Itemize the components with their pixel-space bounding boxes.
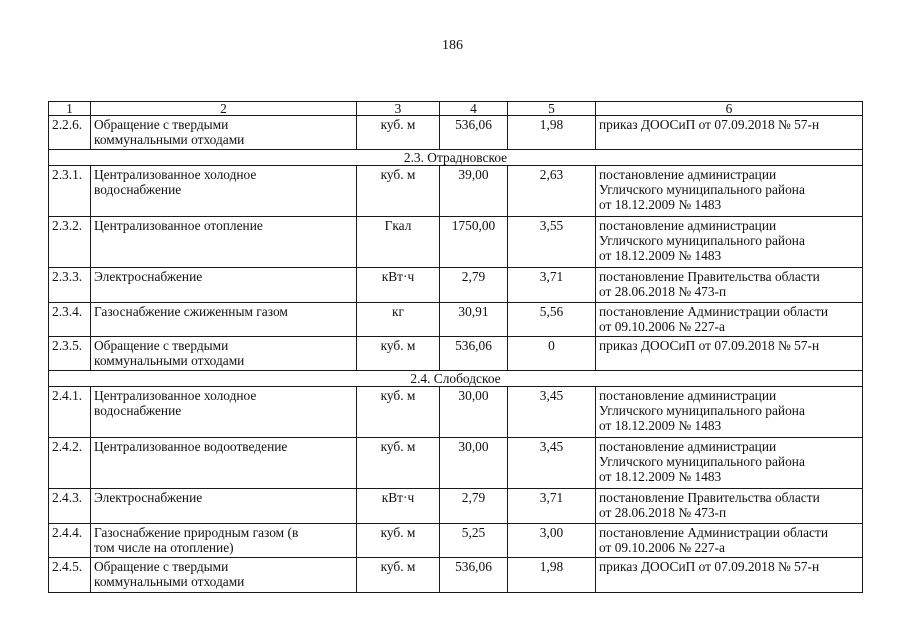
volume-cell: 5,25 <box>440 524 508 558</box>
table-row <box>49 303 863 337</box>
legal-basis-cell-line: постановление администрации <box>599 218 777 233</box>
unit-cell: куб. м <box>357 116 440 150</box>
section-title: 2.3. Отрадновское <box>49 150 863 166</box>
table-row <box>49 166 863 217</box>
service-name-cell-line: Централизованное водоотведение <box>94 439 288 454</box>
volume-cell: 2,79 <box>440 489 508 524</box>
table-row <box>49 217 863 268</box>
section-row <box>49 371 863 387</box>
row-number-cell: 2.4.5. <box>49 558 91 593</box>
volume-cell: 30,00 <box>440 438 508 489</box>
row-number-cell: 2.4.2. <box>49 438 91 489</box>
rate-cell: 3,71 <box>508 268 596 303</box>
service-name-cell-line: Обращение с твердыми <box>94 338 229 353</box>
legal-basis-cell <box>596 524 863 558</box>
unit-cell: куб. м <box>357 524 440 558</box>
legal-basis-cell-line: от 09.10.2006 № 227-а <box>599 540 725 555</box>
legal-basis-cell-line: Угличского муниципального района <box>599 454 805 469</box>
table-row <box>49 337 863 371</box>
service-name-cell-line: водоснабжение <box>94 403 182 418</box>
table-row <box>49 558 863 593</box>
unit-cell: кВт·ч <box>357 489 440 524</box>
legal-basis-cell <box>596 337 863 371</box>
header-cell-1: 1 <box>49 102 91 116</box>
unit-cell: кВт·ч <box>357 268 440 303</box>
legal-basis-cell-line: от 18.12.2009 № 1483 <box>599 469 722 484</box>
tariff-table <box>48 101 863 593</box>
row-number-cell: 2.4.1. <box>49 387 91 438</box>
row-number-cell: 2.4.3. <box>49 489 91 524</box>
legal-basis-cell-line: приказ ДООСиП от 07.09.2018 № 57-н <box>599 117 820 132</box>
volume-cell: 30,91 <box>440 303 508 337</box>
row-number-cell: 2.3.2. <box>49 217 91 268</box>
service-name-cell-line: Обращение с твердыми <box>94 559 229 574</box>
legal-basis-cell-line: постановление администрации <box>599 167 777 182</box>
legal-basis-cell-line: постановление Правительства области <box>599 490 820 505</box>
legal-basis-cell-line: постановление администрации <box>599 388 777 403</box>
legal-basis-cell-line: от 09.10.2006 № 227-а <box>599 319 725 334</box>
service-name-cell-line: Электроснабжение <box>94 490 203 505</box>
service-name-cell <box>91 387 357 438</box>
service-name-cell-line: Централизованное холодное <box>94 388 257 403</box>
header-cell-4: 4 <box>440 102 508 116</box>
table-row <box>49 387 863 438</box>
table-row <box>49 524 863 558</box>
table-body <box>49 102 863 593</box>
table-row <box>49 116 863 150</box>
legal-basis-cell-line: от 28.06.2018 № 473-п <box>599 284 727 299</box>
legal-basis-cell <box>596 166 863 217</box>
volume-cell: 1750,00 <box>440 217 508 268</box>
rate-cell: 0 <box>508 337 596 371</box>
row-number-cell: 2.4.4. <box>49 524 91 558</box>
rate-cell: 3,71 <box>508 489 596 524</box>
service-name-cell-line: водоснабжение <box>94 182 182 197</box>
legal-basis-cell <box>596 489 863 524</box>
row-number-cell: 2.2.6. <box>49 116 91 150</box>
legal-basis-cell-line: от 18.12.2009 № 1483 <box>599 248 722 263</box>
row-number-cell: 2.3.4. <box>49 303 91 337</box>
service-name-cell <box>91 489 357 524</box>
volume-cell: 536,06 <box>440 558 508 593</box>
section-title: 2.4. Слободское <box>49 371 863 387</box>
legal-basis-cell <box>596 558 863 593</box>
service-name-cell-line: Газоснабжение сжиженным газом <box>94 304 288 319</box>
legal-basis-cell-line: Угличского муниципального района <box>599 403 805 418</box>
legal-basis-cell-line: приказ ДООСиП от 07.09.2018 № 57-н <box>599 338 820 353</box>
legal-basis-cell-line: от 28.06.2018 № 473-п <box>599 505 727 520</box>
row-number-cell: 2.3.3. <box>49 268 91 303</box>
legal-basis-cell-line: постановление Администрации области <box>599 525 829 540</box>
legal-basis-cell-line: Угличского муниципального района <box>599 233 805 248</box>
legal-basis-cell <box>596 303 863 337</box>
service-name-cell-line: Централизованное холодное <box>94 167 257 182</box>
header-cell-6: 6 <box>596 102 863 116</box>
service-name-cell <box>91 438 357 489</box>
volume-cell: 30,00 <box>440 387 508 438</box>
rate-cell: 3,00 <box>508 524 596 558</box>
service-name-cell-line: коммунальными отходами <box>94 574 245 589</box>
legal-basis-cell-line: постановление Правительства области <box>599 269 820 284</box>
unit-cell: куб. м <box>357 387 440 438</box>
service-name-cell-line: Электроснабжение <box>94 269 203 284</box>
service-name-cell-line: коммунальными отходами <box>94 132 245 147</box>
legal-basis-cell-line: от 18.12.2009 № 1483 <box>599 197 722 212</box>
legal-basis-cell-line: постановление Администрации области <box>599 304 829 319</box>
header-cell-5: 5 <box>508 102 596 116</box>
service-name-cell <box>91 303 357 337</box>
service-name-cell <box>91 217 357 268</box>
rate-cell: 3,45 <box>508 438 596 489</box>
legal-basis-cell-line: от 18.12.2009 № 1483 <box>599 418 722 433</box>
row-number-cell: 2.3.1. <box>49 166 91 217</box>
legal-basis-cell <box>596 217 863 268</box>
volume-cell: 536,06 <box>440 337 508 371</box>
legal-basis-cell <box>596 387 863 438</box>
unit-cell: куб. м <box>357 558 440 593</box>
unit-cell: куб. м <box>357 166 440 217</box>
volume-cell: 2,79 <box>440 268 508 303</box>
table-row <box>49 489 863 524</box>
header-cell-2: 2 <box>91 102 357 116</box>
unit-cell: кг <box>357 303 440 337</box>
service-name-cell-line: Обращение с твердыми <box>94 117 229 132</box>
service-name-cell <box>91 337 357 371</box>
legal-basis-cell <box>596 438 863 489</box>
service-name-cell-line: коммунальными отходами <box>94 353 245 368</box>
service-name-cell <box>91 166 357 217</box>
volume-cell: 39,00 <box>440 166 508 217</box>
table-row <box>49 268 863 303</box>
legal-basis-cell-line: приказ ДООСиП от 07.09.2018 № 57-н <box>599 559 820 574</box>
page-number: 186 <box>442 38 463 53</box>
legal-basis-cell <box>596 116 863 150</box>
service-name-cell-line: Централизованное отопление <box>94 218 263 233</box>
unit-cell: куб. м <box>357 438 440 489</box>
rate-cell: 2,63 <box>508 166 596 217</box>
service-name-cell-line: том числе на отопление) <box>94 540 234 555</box>
rate-cell: 1,98 <box>508 116 596 150</box>
row-number-cell: 2.3.5. <box>49 337 91 371</box>
rate-cell: 3,55 <box>508 217 596 268</box>
section-row <box>49 150 863 166</box>
legal-basis-cell-line: постановление администрации <box>599 439 777 454</box>
volume-cell: 536,06 <box>440 116 508 150</box>
unit-cell: куб. м <box>357 337 440 371</box>
table-row <box>49 438 863 489</box>
header-row <box>49 102 863 116</box>
service-name-cell <box>91 524 357 558</box>
legal-basis-cell <box>596 268 863 303</box>
service-name-cell <box>91 558 357 593</box>
unit-cell: Гкал <box>357 217 440 268</box>
service-name-cell <box>91 268 357 303</box>
service-name-cell <box>91 116 357 150</box>
header-cell-3: 3 <box>357 102 440 116</box>
service-name-cell-line: Газоснабжение природным газом (в <box>94 525 299 540</box>
rate-cell: 5,56 <box>508 303 596 337</box>
legal-basis-cell-line: Угличского муниципального района <box>599 182 805 197</box>
rate-cell: 3,45 <box>508 387 596 438</box>
rate-cell: 1,98 <box>508 558 596 593</box>
